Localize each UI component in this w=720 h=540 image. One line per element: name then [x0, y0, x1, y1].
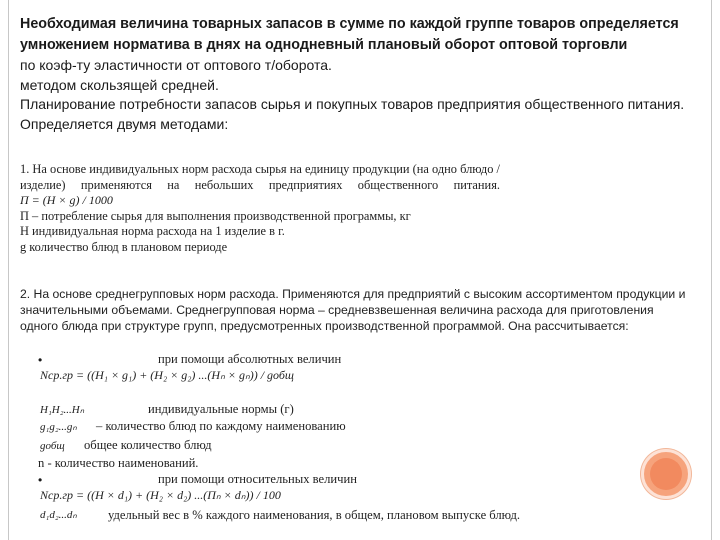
legend-gtot-text: общее количество блюд — [84, 438, 212, 452]
method1-block — [20, 162, 500, 255]
bullet-icon: • — [38, 353, 43, 367]
legend-d-text: удельный вес в % каждого наименования, в общем, плановом выпуске блюд. — [108, 508, 521, 522]
legend-g-symbol: g₁g₂...gₙ — [40, 421, 77, 433]
bullet-icon: • — [38, 473, 43, 487]
legend-h-symbol: H₁H₂...Hₙ — [40, 404, 85, 416]
abs-formula: Nср.гр = ((H₁ × g₁) + (H₂ × g₂) ...(Hₙ × gₙ)) / gобщ — [40, 368, 294, 382]
text-line-2: методом скользящей средней. — [20, 76, 219, 93]
method1-def-p: П – потребление сырья для выполнения производственной программы, кг — [20, 208, 411, 223]
method2-text: 2. На основе среднегрупповых норм расхода. Применяются для предприятий с высоким ассортиментом продукции и значительными объемами. Среднегрупповая норма – средневзвешенная величина расхода для приготовления одного блюда при структуре групп, предусмотренных производственной программой. Она рассчитывается: — [20, 287, 686, 333]
text-line-3: Планирование потребности запасов сырья и покупных товаров предприятия общественного питания. Определяется двумя методами: — [20, 96, 685, 132]
legend-g-text: – количество блюд по каждому наименованию — [96, 419, 346, 433]
method1-def-h: Н индивидуальная норма расхода на 1 изделие в г. — [20, 224, 285, 238]
method1-text: 1. На основе индивидуальных норм расхода сырья на единицу продукции (на одно блюдо / изделие) применяются на небольших предприятиях общественного питания. — [20, 162, 500, 192]
method1-formula: П = (Н × g) / 1000 — [20, 193, 113, 207]
legend-gtot-symbol: gобщ — [40, 440, 65, 452]
rel-formula: Nср.гр = ((H × d₁) + (H₂ × d₂) ...(Пₙ × dₙ)) / 100 — [40, 488, 281, 502]
legend-d-symbol: d₁d₂...dₙ — [40, 509, 77, 521]
slide-text — [20, 0, 700, 134]
decorative-circle-icon — [641, 449, 691, 499]
decorative-circle-inner — [650, 458, 682, 490]
slide-heading: Необходимая величина товарных запасов в сумме по каждой группе товаров определяется умножением норматива в днях на однодневный плановый оборот оптовой торговли — [20, 16, 679, 53]
legend-h-text: индивидуальные нормы (г) — [148, 402, 294, 416]
method1-def-g: g количество блюд в плановом периоде — [20, 239, 228, 254]
abs-label: при помощи абсолютных величин — [158, 352, 342, 366]
legend-n-text: n - количество наименований. — [38, 456, 199, 470]
text-line-1: по коэф-ту эластичности от оптового т/оборота. — [20, 57, 332, 73]
rel-label: при помощи относительных величин — [158, 472, 357, 486]
